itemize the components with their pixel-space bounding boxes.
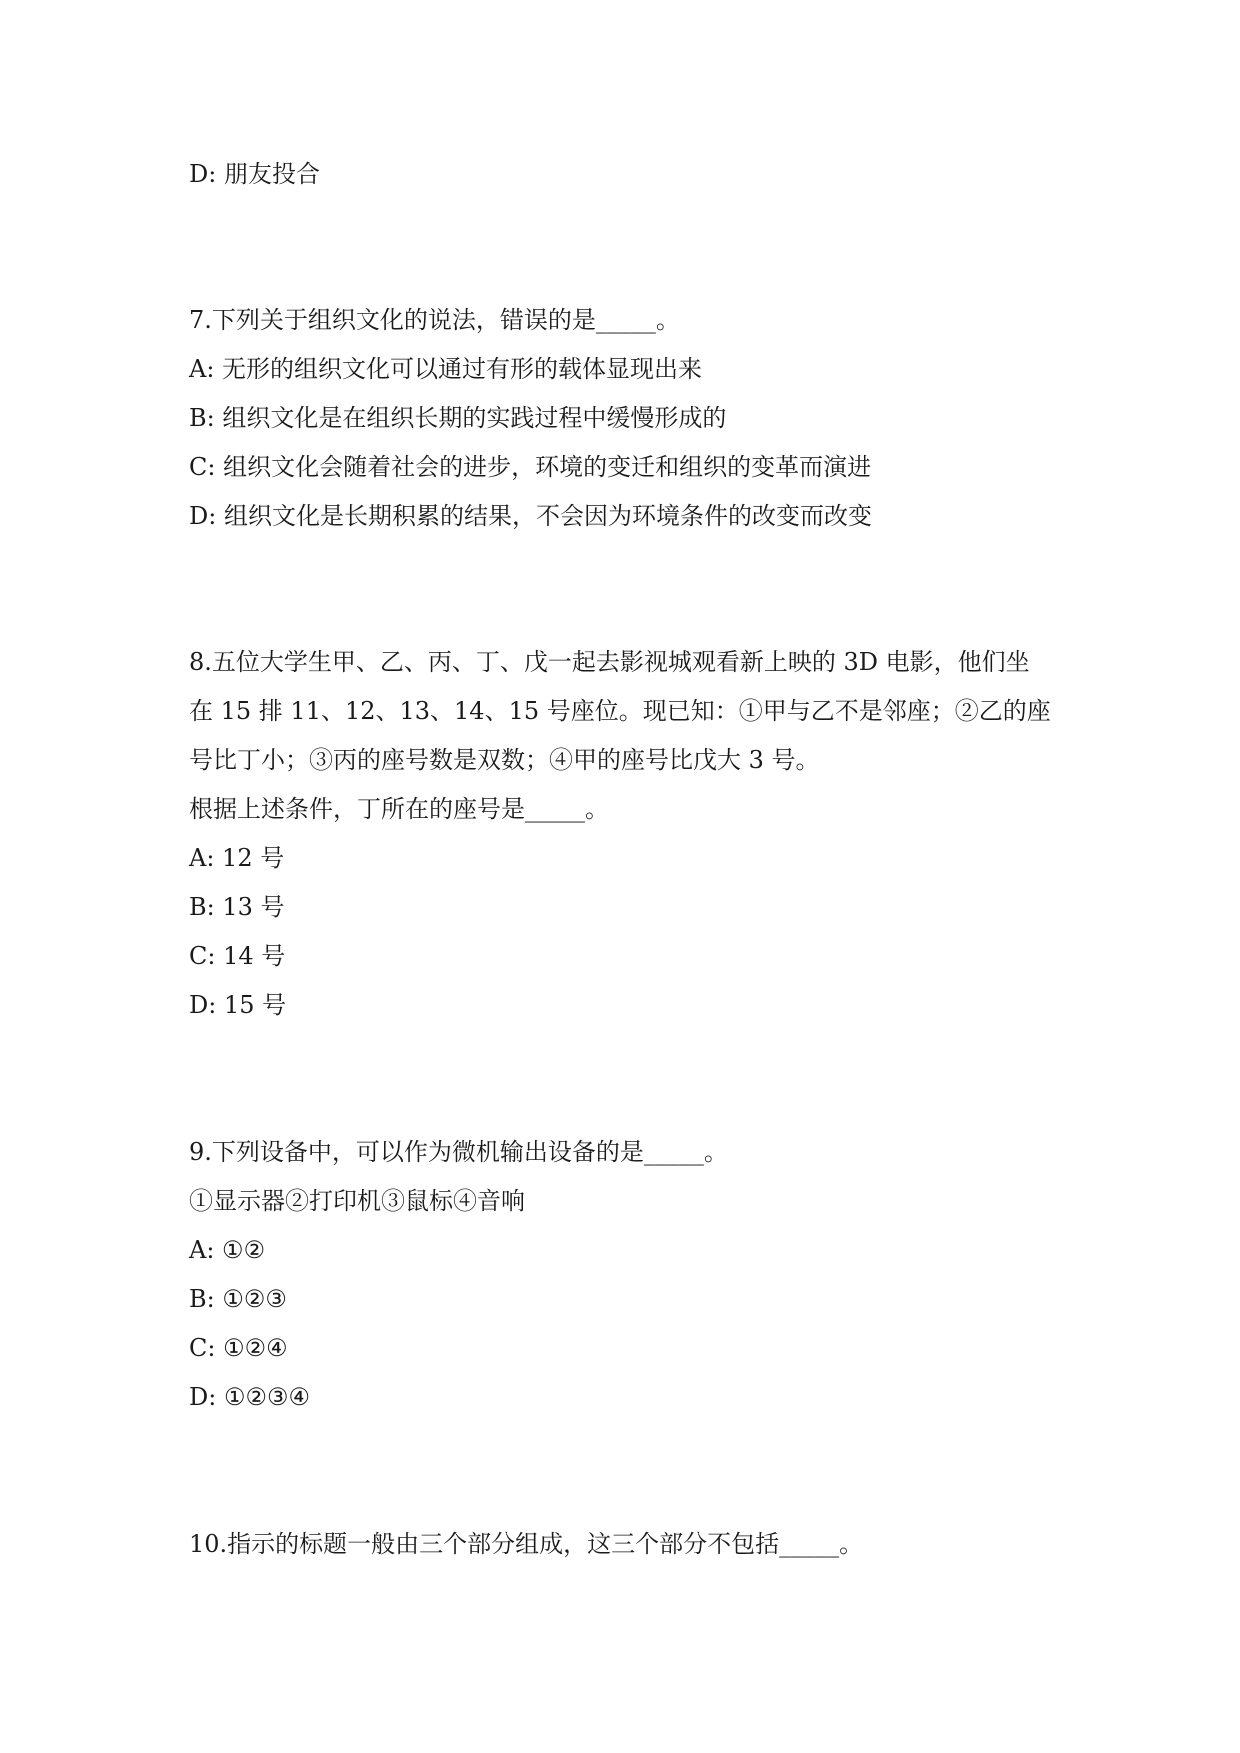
- q7-option-d: D: 组织文化是长期积累的结果，不会因为环境条件的改变而改变: [189, 502, 872, 530]
- q7-stem: 7.下列关于组织文化的说法，错误的是_____。: [189, 306, 680, 334]
- q8-option-c: C: 14 号: [189, 942, 286, 970]
- q6-option-d: D: 朋友投合: [189, 160, 320, 188]
- q9-option-a: A: ①②: [189, 1236, 266, 1264]
- q7-option-a: A: 无形的组织文化可以通过有形的载体显现出来: [189, 355, 703, 383]
- q9-sub-stem: ①显示器②打印机③鼠标④音响: [189, 1187, 525, 1215]
- q8-stem-line-4: 根据上述条件，丁所在的座号是_____。: [189, 795, 609, 823]
- q9-stem: 9.下列设备中，可以作为微机输出设备的是_____。: [189, 1138, 728, 1166]
- q8-option-d: D: 15 号: [189, 991, 287, 1019]
- q8-stem-line-3: 号比丁小；③丙的座号数是双数；④甲的座号比戊大 3 号。: [189, 746, 820, 774]
- q9-option-b: B: ①②③: [189, 1285, 287, 1313]
- q9-option-d: D: ①②③④: [189, 1383, 311, 1411]
- q7-option-b: B: 组织文化是在组织长期的实践过程中缓慢形成的: [189, 404, 727, 432]
- q8-option-a: A: 12 号: [189, 844, 285, 872]
- q8-stem-line-1: 8.五位大学生甲、乙、丙、丁、戊一起去影视城观看新上映的 3D 电影，他们坐: [189, 648, 1030, 676]
- q7-option-c: C: 组织文化会随着社会的进步，环境的变迁和组织的变革而演进: [189, 453, 872, 481]
- q8-stem-line-2: 在 15 排 11、12、13、14、15 号座位。现已知：①甲与乙不是邻座；②乙的座: [189, 697, 1051, 725]
- q8-option-b: B: 13 号: [189, 893, 285, 921]
- q9-option-c: C: ①②④: [189, 1334, 288, 1362]
- q10-stem: 10.指示的标题一般由三个部分组成，这三个部分不包括_____。: [189, 1530, 864, 1558]
